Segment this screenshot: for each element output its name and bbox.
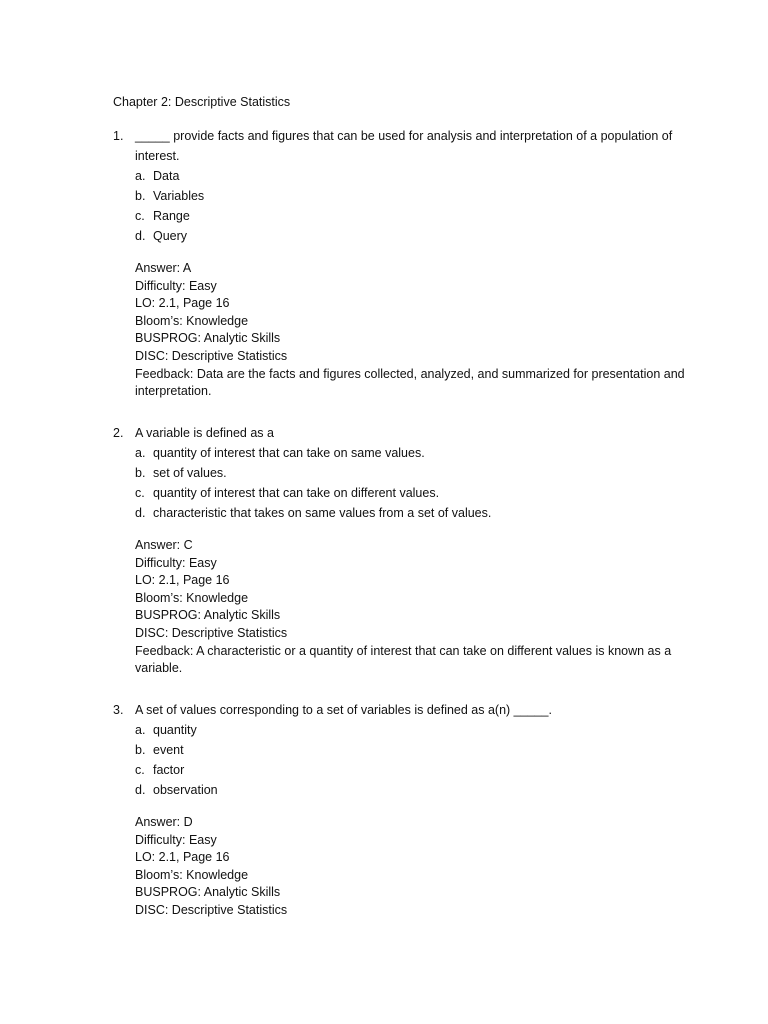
answer-metadata bbox=[113, 260, 693, 401]
option-text: observation bbox=[153, 783, 218, 797]
question-number: 2. bbox=[113, 426, 124, 440]
question-text: _____ provide facts and figures that can be used for analysis and interpretation of a population of interest. bbox=[135, 129, 673, 163]
option-a bbox=[135, 720, 693, 740]
option-d bbox=[135, 503, 693, 523]
option-letter: a. bbox=[135, 446, 146, 460]
answer-line: Answer: A bbox=[135, 261, 192, 275]
question-text: A set of values corresponding to a set of variables is defined as a(n) _____. bbox=[135, 703, 552, 717]
option-text: set of values. bbox=[153, 466, 227, 480]
blooms-line: Bloom’s: Knowledge bbox=[135, 313, 249, 328]
busprog-line: BUSPROG: Analytic Skills bbox=[135, 608, 281, 623]
option-letter: c. bbox=[135, 763, 145, 777]
option-letter: c. bbox=[135, 486, 145, 500]
option-letter: d. bbox=[135, 506, 146, 520]
option-text: quantity bbox=[153, 723, 197, 737]
options-list bbox=[113, 166, 693, 246]
option-text: quantity of interest that can take on same values. bbox=[153, 446, 425, 460]
lo-line: LO: 2.1, Page 16 bbox=[135, 573, 230, 588]
question-1 bbox=[113, 126, 693, 401]
option-letter: d. bbox=[135, 229, 146, 243]
disc-line: DISC: Descriptive Statistics bbox=[135, 625, 288, 640]
lo-line: LO: 2.1, Page 16 bbox=[135, 296, 230, 311]
answer-line: Answer: C bbox=[135, 538, 193, 552]
question-stem bbox=[113, 423, 693, 443]
question-3 bbox=[113, 700, 693, 920]
option-c bbox=[135, 760, 693, 780]
option-b bbox=[135, 186, 693, 206]
feedback-line: Feedback: A characteristic or a quantity of interest that can take on different values is known as a variable. bbox=[135, 643, 672, 676]
option-text: Data bbox=[153, 169, 180, 183]
busprog-line: BUSPROG: Analytic Skills bbox=[135, 885, 281, 900]
disc-line: DISC: Descriptive Statistics bbox=[135, 902, 288, 917]
option-c bbox=[135, 206, 693, 226]
option-letter: b. bbox=[135, 466, 146, 480]
option-b bbox=[135, 740, 693, 760]
option-letter: c. bbox=[135, 209, 145, 223]
question-text: A variable is defined as a bbox=[135, 426, 274, 440]
options-list bbox=[113, 720, 693, 800]
blooms-line: Bloom’s: Knowledge bbox=[135, 590, 249, 605]
option-letter: b. bbox=[135, 743, 146, 757]
lo-line: LO: 2.1, Page 16 bbox=[135, 850, 230, 865]
option-text: event bbox=[153, 743, 184, 757]
question-number: 1. bbox=[113, 129, 124, 143]
difficulty-line: Difficulty: Easy bbox=[135, 278, 217, 293]
option-d bbox=[135, 226, 693, 246]
option-d bbox=[135, 780, 693, 800]
option-text: characteristic that takes on same values from a set of values. bbox=[153, 506, 492, 520]
option-letter: a. bbox=[135, 723, 146, 737]
answer-metadata bbox=[113, 537, 693, 678]
disc-line: DISC: Descriptive Statistics bbox=[135, 348, 288, 363]
answer-line: Answer: D bbox=[135, 815, 193, 829]
chapter-title: Chapter 2: Descriptive Statistics bbox=[113, 95, 291, 109]
option-text: Query bbox=[153, 229, 188, 243]
question-stem bbox=[113, 700, 693, 720]
options-list bbox=[113, 443, 693, 523]
feedback-line: Feedback: Data are the facts and figures collected, analyzed, and summarized for presentation and interpretation. bbox=[135, 366, 685, 399]
difficulty-line: Difficulty: Easy bbox=[135, 555, 217, 570]
option-letter: a. bbox=[135, 169, 146, 183]
question-number: 3. bbox=[113, 703, 124, 717]
answer-metadata bbox=[113, 814, 693, 920]
option-letter: d. bbox=[135, 783, 146, 797]
option-letter: b. bbox=[135, 189, 146, 203]
blooms-line: Bloom’s: Knowledge bbox=[135, 867, 249, 882]
option-c bbox=[135, 483, 693, 503]
option-a bbox=[135, 166, 693, 186]
option-text: Range bbox=[153, 209, 190, 223]
option-a bbox=[135, 443, 693, 463]
option-text: factor bbox=[153, 763, 185, 777]
question-stem bbox=[113, 126, 693, 166]
difficulty-line: Difficulty: Easy bbox=[135, 832, 217, 847]
option-text: quantity of interest that can take on different values. bbox=[153, 486, 440, 500]
busprog-line: BUSPROG: Analytic Skills bbox=[135, 331, 281, 346]
question-2 bbox=[113, 423, 693, 678]
option-text: Variables bbox=[153, 189, 205, 203]
option-b bbox=[135, 463, 693, 483]
